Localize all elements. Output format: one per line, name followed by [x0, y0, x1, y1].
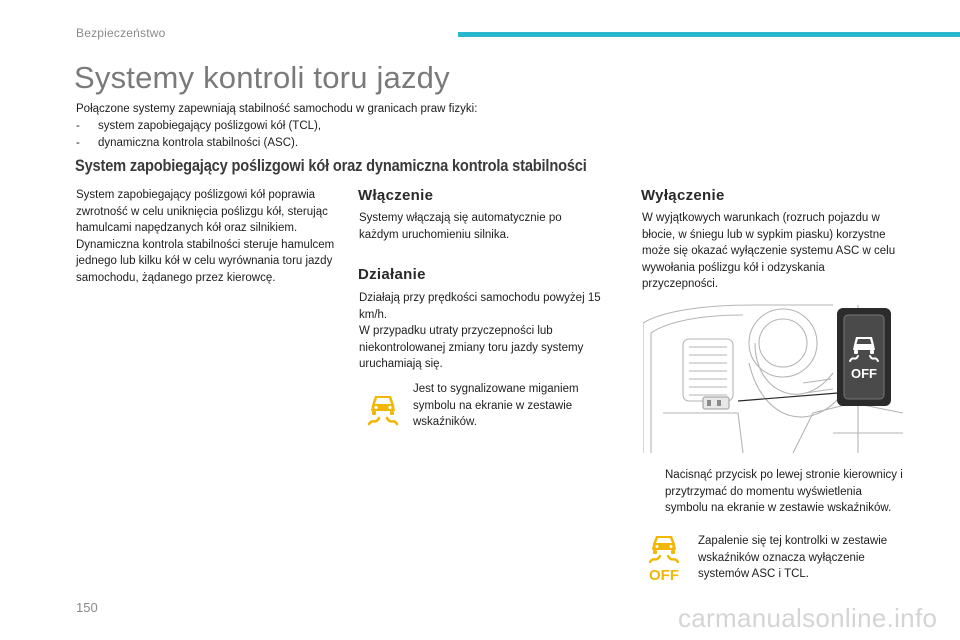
left-column: [76, 187, 338, 286]
flash-description: Jest to sygnalizowane miganiem symbolu na ekranie w zestawie wskaźników.: [413, 383, 579, 428]
section-header: Bezpieczeństwo: [76, 26, 166, 40]
left-paragraph-2: Dynamiczna kontrola stabilności steruje hamulcem jednego lub kilku kół w celu wyrównania toru jazdy samochodu, żądanego przez kierowcę.: [76, 238, 335, 284]
intro-item-text: dynamiczna kontrola stabilności (ASC).: [98, 137, 299, 149]
page-title: Systemy kontroli toru jazdy: [74, 60, 450, 95]
off-description: Zapalenie się tej kontrolki w zestawie wskaźników oznacza wyłączenie systemów ASC i TCL.: [698, 535, 888, 580]
intro-text: Połączone systemy zapewniają stabilność samochodu w granicach praw fizyki:: [76, 103, 478, 115]
dzialanie-heading: Działanie: [358, 266, 426, 283]
intro: [76, 101, 636, 152]
instruction-bullet: [643, 467, 905, 517]
left-paragraph-1: System zapobiegający poślizgowi kół poprawia zwrotność w celu uniknięcia poślizgu kół, sterując hamulcami napędzanych kół oraz silnikiem.: [76, 189, 328, 234]
wlaczenie-text: Systemy włączają się automatycznie po każdym uruchomieniu silnika.: [359, 212, 562, 241]
wlaczenie-heading: Włączenie: [358, 187, 434, 204]
dzialanie-text: [359, 290, 604, 373]
dzialanie-paragraph-2: W przypadku utraty przyczepności lub niekontrolowanej zmiany toru jazdy systemy uruchamiają się.: [359, 325, 584, 370]
skid-car-icon: [366, 392, 400, 426]
wylaczenie-text: W wyjątkowych warunkach (rozruch pojazdu w błocie, w śniegu lub w sypkim piasku) korzystne może się okazać wyłączenie systemu ASC w celu wywołania poślizgu kół i odzyskania przyczepności.: [642, 212, 896, 290]
intro-item: [76, 135, 636, 152]
header-accent-bar: [458, 32, 960, 37]
off-button-label: OFF: [851, 366, 877, 381]
skid-car-off-icon: [645, 534, 683, 582]
intro-item-text: system zapobiegający poślizgowi kół (TCL),: [98, 120, 322, 132]
intro-item-dash: -: [76, 120, 80, 132]
page-number: 150: [76, 600, 98, 615]
section-subtitle: System zapobiegający poślizgowi kół oraz dynamiczna kontrola stabilności: [75, 156, 587, 175]
dzialanie-paragraph-1: Działają przy prędkości samochodu powyżej 15 km/h.: [359, 292, 601, 321]
skid-off-button-icon[interactable]: [836, 307, 892, 407]
bullet-marker: [643, 467, 665, 517]
instruction-text: Nacisnąć przycisk po lewej stronie kierownicy i przytrzymać do momentu wyświetlenia symbolu na ekranie w zestawie wskaźników.: [665, 469, 903, 514]
wylaczenie-heading: Wyłączenie: [641, 187, 725, 204]
intro-item-dash: -: [76, 137, 80, 149]
off-icon-label: OFF: [649, 567, 679, 582]
intro-item: [76, 118, 636, 135]
watermark: carmanualsonline.info: [678, 603, 938, 633]
